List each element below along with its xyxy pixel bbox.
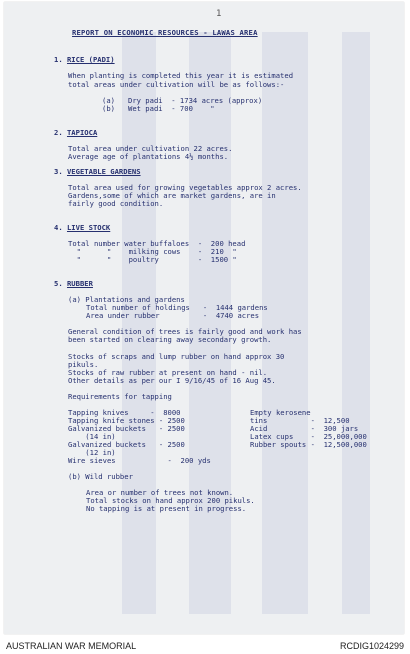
table-row: " " poultry - 1500 "	[68, 255, 237, 264]
paragraph-line: Stocks of raw rubber at present on hand - nil.	[68, 368, 268, 377]
requirement-row: tins - 12,500	[250, 416, 350, 425]
paragraph-line: Average age of plantations 4½ months.	[68, 152, 229, 161]
list-text: Dry padi - 1734 acres (approx)	[128, 96, 263, 105]
archive-footer	[0, 637, 410, 654]
subsection-heading: (a) Plantations and gardens	[68, 295, 185, 304]
table-row: " " milking cows - 210 "	[68, 247, 237, 256]
report-title: REPORT ON ECONOMIC RESOURCES - LAWAS AREA	[72, 28, 258, 37]
archive-reference: RCDIG1024299	[339, 641, 404, 651]
page-mark: 1	[216, 9, 222, 19]
section-number: 2.	[54, 128, 63, 137]
paragraph-line: Stocks of scraps and lump rubber on hand approx 30	[68, 352, 285, 361]
requirement-row: Galvanized buckets - 2500	[68, 440, 185, 449]
requirement-row: Acid - 300 jars	[250, 424, 359, 433]
subsection-heading: Requirements for tapping	[68, 392, 172, 401]
paragraph-line: No tapping is at present in progress.	[86, 504, 247, 513]
section-title: RICE (PADI)	[66, 55, 115, 64]
section-3-heading	[54, 168, 141, 176]
requirement-row: (12 in)	[68, 448, 116, 457]
paragraph-line: General condition of trees is fairly good and work has	[68, 327, 302, 336]
section-5-heading	[54, 280, 93, 288]
document-sheet	[4, 2, 404, 634]
section-number: 3.	[54, 167, 63, 176]
paragraph-line: Other details as per our I 9/16/45 of 16 Aug 45.	[68, 376, 276, 385]
subsection-heading: (b) Wild rubber	[68, 472, 133, 481]
section-title: TAPIOCA	[66, 128, 98, 137]
section-title: VEGETABLE GARDENS	[66, 167, 141, 176]
section-title: RUBBER	[66, 279, 93, 288]
table-row: Total number water buffaloes - 200 head	[68, 239, 246, 248]
paragraph-line: Area or number of trees not known.	[86, 488, 234, 497]
list-text: Wet padi - 700 "	[128, 104, 215, 113]
paragraph-line: total areas under cultivation will be as follows:-	[68, 80, 285, 89]
archive-name: AUSTRALIAN WAR MEMORIAL	[6, 641, 137, 651]
section-4-heading	[54, 224, 110, 232]
typed-report	[4, 2, 404, 634]
paragraph-line: pikuls.	[68, 360, 99, 369]
requirement-row: Latex cups - 25,000,000	[250, 432, 367, 441]
section-title: LIVE STOCK	[66, 223, 111, 232]
list-label: (a)	[102, 96, 115, 105]
requirement-row: Tapping knives - 8000	[68, 408, 181, 417]
paragraph-line: fairly good condition.	[68, 199, 164, 208]
paragraph-line: When planting is completed this year it is estimated	[68, 71, 294, 80]
paragraph-line: been started on clearing away secondary growth.	[68, 335, 272, 344]
paragraph-line: Total stocks on hand approx 200 pikuls.	[86, 496, 255, 505]
paragraph-line: Gardens,some of which are market gardens, are in	[68, 191, 276, 200]
requirement-row: (14 in)	[68, 432, 116, 441]
table-row: Area under rubber - 4740 acres	[86, 311, 260, 320]
section-1-heading	[54, 56, 115, 64]
requirement-row: Galvanized buckets - 2500	[68, 424, 185, 433]
section-2-heading	[54, 129, 97, 137]
requirement-row: Tapping knife stones - 2500	[68, 416, 185, 425]
section-number: 1.	[54, 55, 63, 64]
paragraph-line: Total area used for growing vegetables approx 2 acres.	[68, 183, 302, 192]
requirement-row: Wire sieves - 200 yds	[68, 456, 211, 465]
section-number: 5.	[54, 279, 63, 288]
requirement-row: Rubber spouts - 12,500,000	[250, 440, 367, 449]
section-number: 4.	[54, 223, 63, 232]
list-label: (b)	[102, 104, 115, 113]
paragraph-line: Total area under cultivation 22 acres.	[68, 144, 233, 153]
table-row: Total number of holdings - 1444 gardens	[86, 303, 268, 312]
requirement-row: Empty kerosene	[250, 408, 311, 417]
